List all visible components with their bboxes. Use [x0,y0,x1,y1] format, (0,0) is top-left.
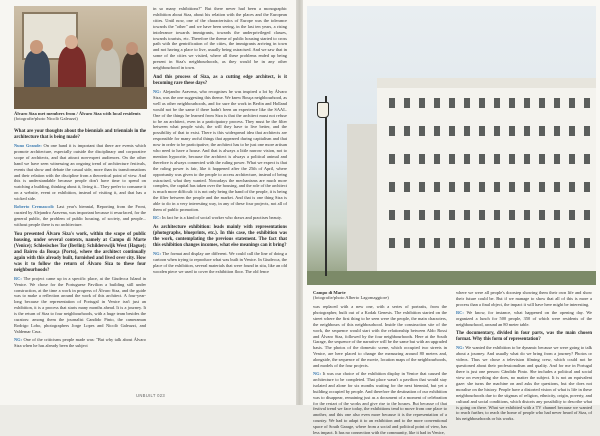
window-icon [584,154,590,164]
window-icon [524,126,530,136]
window-icon [509,238,515,248]
interview-paragraph [313,371,447,436]
window-icon [434,182,440,192]
window-icon [404,154,410,164]
right-photo-caption [313,290,453,301]
speaker-name: NG: [153,88,163,94]
paragraph-text: One of the criticisms people made was: "But why talk about Álvaro Siza when he has already been the subject [14,336,146,348]
window-icon [569,182,575,192]
window-icon [389,210,395,220]
speaker-name: RC: [153,215,162,220]
window-icon [554,238,560,248]
window-icon [434,126,440,136]
interview-paragraph [14,337,146,349]
paragraph-text: Last year's biennial, Reporting from the Front, curated by Alejandro Aravena, was important because it resurfaced, for the general public, the problem of public housing, of society, and people... without people there is no architecture. [14,204,147,227]
window-icon [479,238,485,248]
right-page [303,0,600,436]
paragraph-text: where we were all people's doorstep showing them their own life and show their future could be. But if we manage to show that all of this is more a process than a final object, the impact it will have here might be interesting. [456,290,592,307]
window-icon [494,210,500,220]
window-icon [554,126,560,136]
interview-paragraph [313,304,447,369]
person-head [65,35,78,49]
window-icon [464,154,470,164]
speaker-name: Nuno Grande: [14,143,44,148]
window-icon [509,126,515,136]
interview-paragraph [14,204,146,228]
window-icon [539,182,545,192]
caption-title: Álvaro Siza met members from / Álvaro Siza with local residents [14,111,141,116]
right-column-1 [313,304,447,436]
window-icon [584,98,590,108]
speaker-name: NG: [313,370,323,376]
interview-paragraph [153,215,287,221]
window-icon [479,210,485,220]
window-icon [509,210,515,220]
interview-paragraph [153,251,287,275]
window-icon [389,98,395,108]
window-icon [464,238,470,248]
paragraph-text: The project came up in a specific place, at the Giudecca Island in Venice. We chose for the Portuguese Pavilion a building still under construction, at the time a work in progress of Álvaro Siza, and the guide was to make a reflection around the work of this architect. A four-year-long because the representation of Portugal in Venice isn't just an exhibition, it is a process that starts many months ahead. It is a journey. It is the return of Siza to four neighbourhoods, with a huge team besides the curators: among them the journalist Candido Pinto, the cameraman Rodrigo Lobo, photographers Jorge Lopes and Nicolò Galeazzi, and Valdemar Cruz. [14,275,146,334]
window-icon [479,126,485,136]
paragraph-text: In fact he is a kind of social worker who draws and practises beauty. [161,215,282,220]
right-column-2 [456,290,592,422]
window-icon [434,154,440,164]
speaker-name: NG: [153,250,163,256]
window-icon [449,182,455,192]
window-icon [434,210,440,220]
paragraph-text: We wanted the exhibition to be dynamic because we were going to talk about a journey. And usually what do we bring from a journey? Photos or videos. Thus we chose a television filming crew, which could not be questioned about their professionalism and quality. And for me in Portugal there is just one person: Cândido Pinto. She includes a political and social view on everything she does, no matter the subject. It is not an equivalent gaze: she turns the machine on and asks the questions, but she does not moralise on the history. People have a distorted vision of what is life in these neighbourhoods due to the stigmas of religion, ethnicity, origin, poverty, and cultural and social conditions, which distorts any possibility to describe what is going on there. What we exhibited with a TV channel because we wanted to reach further, to reach the home of people who had never heard of Siza, of his neighbourhoods or his works. [456,345,592,422]
speaker-name: Roberto Cremascoli: [14,204,57,210]
window-icon [479,98,485,108]
window-icon [449,238,455,248]
window-icon [389,154,395,164]
window-icon [449,210,455,220]
paragraph-text: On one hand it is important that there are events which promote architecture, especially outside the disciplinary and corporative scope of architects, and that attract non-expert audiences. On the other hand we have seen witnessing an ongoing trend of architecture festivals, events that show and debate the casual side, more than its transformations and their relation with the discipline from a theoretical point of view. And this is understandable because people don't have time to spend on watching a building, thinking about it, living it... They prefer to consume it on a website, event or exhibition, instead of visiting it, and that has a wicked side. [14,143,146,202]
window-icon [539,154,545,164]
window-icon [404,182,410,192]
window-icon [419,98,425,108]
window-icon [419,126,425,136]
window-icon [524,98,530,108]
building-roofline [377,78,596,88]
left-column-1 [14,125,146,389]
window-icon [494,126,500,136]
interview-paragraph [456,290,592,308]
window-icon [464,210,470,220]
interview-paragraph [14,143,146,202]
interview-paragraph [456,310,592,328]
left-column-2 [153,6,287,389]
caption-title: Campo di Marte [313,290,346,295]
window-icon [509,154,515,164]
window-icon [584,238,590,248]
speaker-name: NG: [14,336,24,342]
book-gutter [296,0,303,405]
window-icon [539,210,545,220]
window-icon [554,154,560,164]
window-icon [419,182,425,192]
window-icon [464,182,470,192]
person-head [126,42,138,55]
window-icon [479,154,485,164]
window-icon [404,126,410,136]
window-icon [569,210,575,220]
window-icon [524,154,530,164]
window-icon [494,98,500,108]
window-icon [389,238,395,248]
window-icon [494,182,500,192]
window-icon [404,98,410,108]
window-icon [434,238,440,248]
caption-credit: (fotografie/photo Alberto Lagomaggiore) [313,295,389,301]
campo-di-marte-photo [307,6,596,285]
window-icon [404,238,410,248]
window-icon [404,210,410,220]
interview-question: The documentary, divided in four parts, was the main chosen format. Why this form of representation? [456,331,592,343]
building-side [347,124,377,274]
window-icon [494,238,500,248]
window-icon [584,210,590,220]
speaker-name: RC: [14,275,24,281]
paragraph-text: The format and display are different. We could call the line of doing a cartoon when trying to reproduce what was built in Venice. In Giudecca, the place of the exhibition, several materials that were found in situ, like an old wooden piece we used to cover the exhibition floor. The old fence [153,250,287,274]
window-icon [449,98,455,108]
ground-strip [307,271,596,285]
window-icon [524,182,530,192]
page-folio: UNBUILT 023 [136,393,165,398]
window-icon [419,154,425,164]
person-head [30,40,43,54]
residents-photo [14,6,147,109]
window-icon [569,154,575,164]
interview-paragraph [153,89,287,213]
interview-question: As architecture exhibition: leads mainly with representations (photographs, blueprints, etc.). In this case, the exhibition was the work, contemplating the previous statement. The fact that this exhibition changes incomes, what else meanings can it bring? [153,224,287,248]
window-icon [389,182,395,192]
window-icon [419,210,425,220]
interview-question: What are your thoughts about the biennials and triennials in the architecture that is being made? [14,129,146,140]
window-icon [494,154,500,164]
speaker-name: NG: [456,345,466,351]
window-icon [464,98,470,108]
window-icon [524,210,530,220]
window-icon [554,210,560,220]
window-icon [584,182,590,192]
paragraph-text: We know, for instance, what happened on the opening day. We organized a lunch for 500 people, 350 of which were residents of the neighbourhood, around an 80 meter table. [456,309,592,327]
interview-paragraph [153,6,287,71]
window-icon [449,154,455,164]
paragraph-text: was replaced with a new one, with a series of portraits, from the photographer, built out of a Kodak Genesis. The exhibition started on the street where the first thing to be seen were the people, the main characters, the neighbours of this neighbourhood. Inside the construction site of the work, the sequence would start with the relationship between Aldo Rossi and Álvaro Siza, followed by the four neighbourhoods. Here at the South Garage, the sequence of the narrative will be the same but with an upgraded basis. The photos of the domestic scene, which occupied two streets in Venice, are here placed to change the measuring around 80 meters and, alongside, the sequence of the movie, location maps of the neighbourhoods, and models of the four projects. [313,304,447,369]
speaker-name: RC: [456,309,467,315]
window-icon [569,98,575,108]
interview-question: And this process of Siza, as a cutting edge architect, is it becoming rare these days? [153,74,287,86]
paragraph-text: in so many exhibitions?" But there never had been a monographic exhibition about Siza, about his relation with the places and the European cities. Until now, one of the characteristics of Europe was the tolerance towards the "other" and we have been seeing, in the last ten years, a rising intolerance towards immigrants, towards the underprivileged classes, towards tourists, etc. Therefore the theme of public housing started to cross path with the gentrification of the cities, the immigrants arriving in town and not having a place to live, usually being ostracised. And we saw that in some of the cities we visited, where all these problems ended up being present in Siza's neighbourhoods, as they would be in any other neighbourhood in town. [153,6,287,71]
window-icon [389,126,395,136]
window-icon [584,126,590,136]
person-head [101,38,113,51]
paragraph-text: It was our choice of the exhibition display in Venice that caused the architecture to be completed. That place wasn't a pavilion that would stay isolated and alone for six months waiting for the next biennial, but yet a building occupied by people. And therefore the destination of our exhibition was to disappear, remaining just as a document of a moment of celebration for the restart of the works and give rise to the houses. But because of that festival trend we face today, the exhibitions tend to move from one place to another, and this one also even more because it is the representation of a country. We had to adapt it to an exhibition and to the more conventional space of South Garage, where from a social and political point of view, has less impact. It has no connection with the community, like it had in Venice, [313,370,447,436]
window-icon [539,126,545,136]
window-icon [524,238,530,248]
street-lamp [317,102,329,118]
window-icon [554,98,560,108]
window-icon [539,98,545,108]
left-page [0,0,296,405]
window-icon [449,126,455,136]
window-icon [419,238,425,248]
window-icon [554,182,560,192]
window-icon [539,238,545,248]
window-icon [509,98,515,108]
table-shape [14,87,147,109]
window-icon [569,126,575,136]
paragraph-text: Alejandro Aravena, who recognises he was inspired a lot by Álvaro Siza, was the one suggesting this theme. We knew Bouça neighbourhood, as well as other neighbourhoods, and for sure the work in Berlin and Holland would not be the same if there hadn't been an experience like the SAAL. One of the things he learned from Siza is that the architect must not refuse to be an architect, even in a participatory process. They must be the filter between what people wish, the will they have to live better, and the possibility of that to exist. There is this widespread idea that architects are responsible for many awful things that appeared during capitalism and that now in order to be participative, the architect has to be just one more artisan who need to have a house. And that is always a little narrow vision, not to mention hypocrite, because the architect is always a political animal and therefore is always connected with the ruling power. What we expect is that the ruling power is fair, like it happened after the 25th of April, where opportunity was given to the people to access architecture, instead of being ostracised, what they wanted. Nowadays the mechanisms are much more complex, the capital has taken over the housing, and the role of the architect is much more difficult: it is not only being the hand of the people, it is being the filter between the people and the market. And that is one thing Siza is able to do in a very interesting way, in any of these four projects, not all of them of public promotion. [153,88,287,213]
interview-paragraph [456,345,592,422]
window-icon [464,126,470,136]
street-lamp-post [325,96,327,276]
interview-paragraph [14,276,146,335]
window-icon [569,238,575,248]
caption-credit: (fotografie/photo Nicolò Galeazzi) [14,116,78,122]
window-icon [479,182,485,192]
left-photo-caption [14,111,147,122]
window-icon [509,182,515,192]
window-icon [434,98,440,108]
interview-question: You presented Álvaro Siza's work, within the scope of public housing, under several contexts, namely at Campo di Marte (Venice); Schlesisches Tor (Berlin); Schilderswijk West (Hague); and Bairro da Bouça (Porto), where the architect continually again with this already built, furnished and lived over city. How was it to follow the return of Álvaro Siza to these four neighbourhoods? [14,231,146,273]
